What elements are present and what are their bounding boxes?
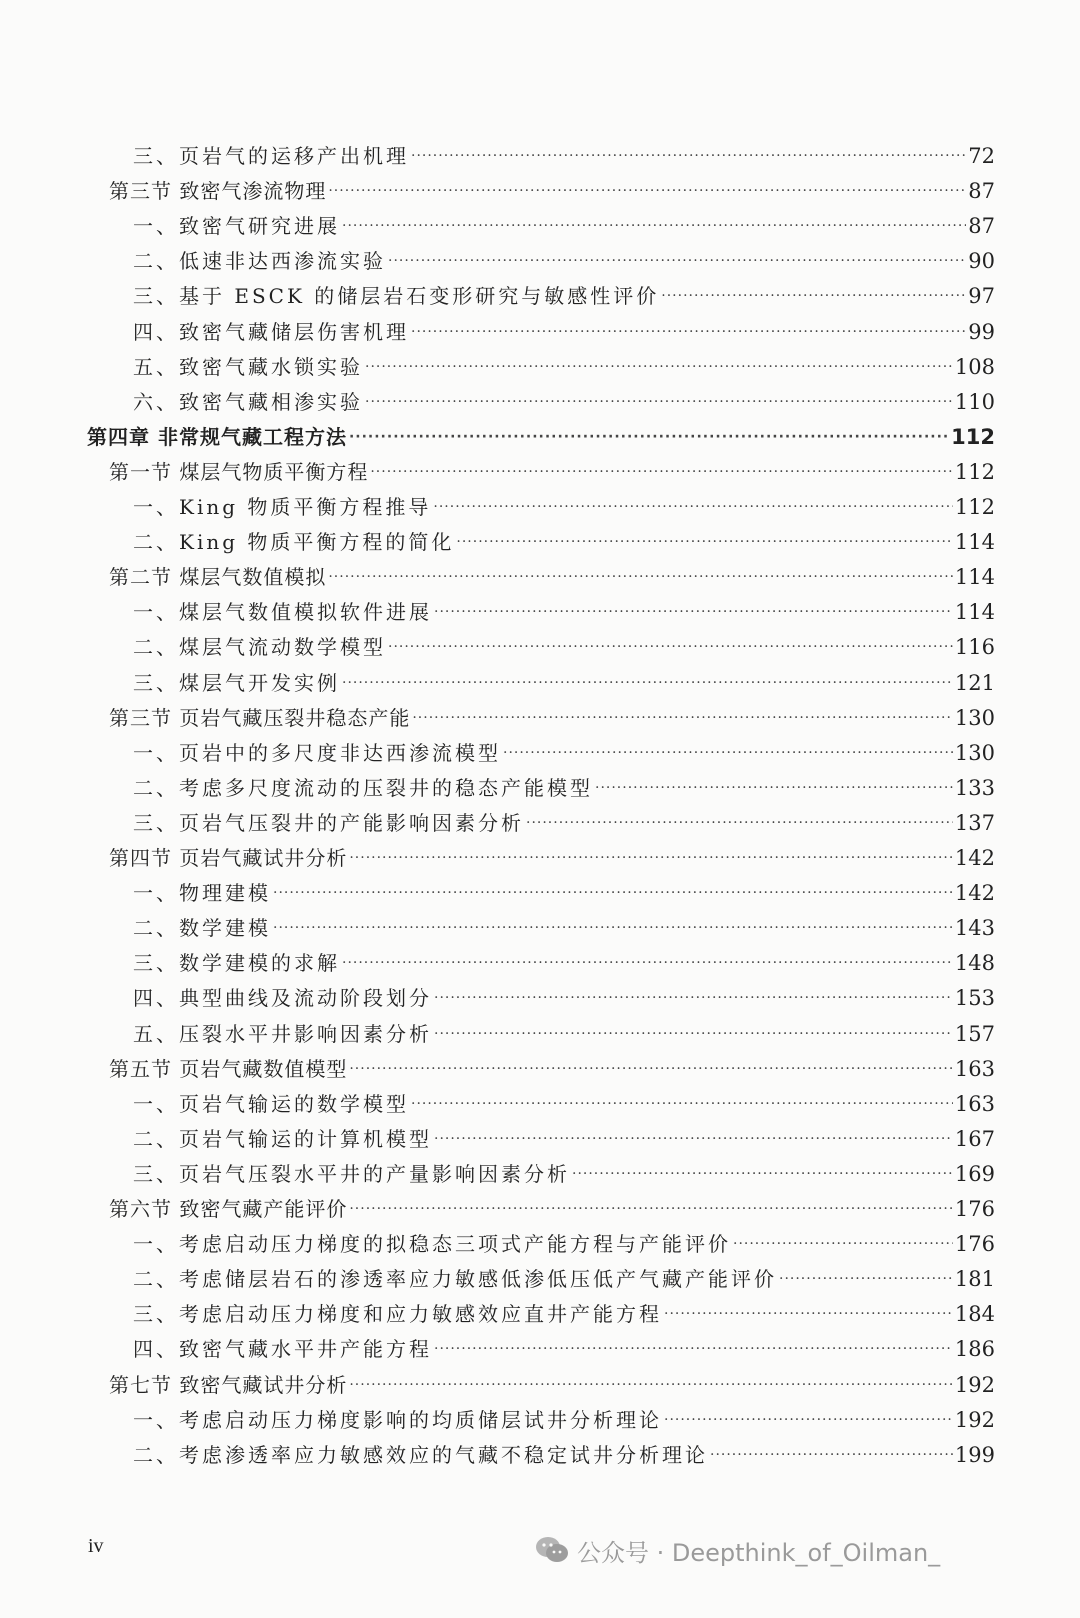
toc-entry bbox=[0, 559, 1080, 595]
toc-entry bbox=[0, 875, 1080, 911]
toc-entry-page: 199 bbox=[954, 1442, 995, 1467]
toc-entry bbox=[0, 243, 1080, 279]
toc-leader-dots bbox=[664, 1402, 953, 1438]
toc-entry-title: 二、低速非达西渗流实验 bbox=[133, 249, 386, 274]
toc-entry bbox=[0, 1437, 1080, 1473]
toc-entry bbox=[0, 349, 1080, 385]
toc-leader-dots bbox=[779, 1261, 953, 1297]
toc-entry-title: 三、煤层气开发实例 bbox=[133, 670, 340, 695]
toc-entry bbox=[0, 1367, 1080, 1403]
toc-leader-dots bbox=[365, 384, 953, 420]
toc-entry-page: 133 bbox=[954, 775, 995, 800]
toc-leader-dots bbox=[572, 1156, 953, 1192]
toc-leader-dots bbox=[388, 243, 966, 279]
toc-entry-title: 四、致密气藏储层伤害机理 bbox=[133, 319, 409, 344]
toc-entry bbox=[0, 1226, 1080, 1262]
toc-leader-dots bbox=[411, 1086, 953, 1122]
toc-leader-dots bbox=[370, 454, 953, 490]
toc-leader-dots bbox=[526, 805, 953, 841]
toc-entry-title: 第四节 页岩气藏试井分析 bbox=[109, 846, 348, 870]
toc-entry bbox=[0, 278, 1080, 314]
watermark bbox=[535, 1530, 940, 1570]
toc-leader-dots bbox=[434, 980, 953, 1016]
toc-leader-dots bbox=[365, 349, 953, 385]
toc-entry-page: 108 bbox=[954, 354, 995, 379]
toc-entry-page: 121 bbox=[954, 670, 995, 695]
toc-leader-dots bbox=[433, 489, 953, 525]
toc-entry-title: 第四章 非常规气藏工程方法 bbox=[87, 424, 347, 449]
toc-entry-page: 114 bbox=[954, 530, 995, 555]
toc-leader-dots bbox=[434, 1121, 953, 1157]
toc-entry-title: 第三节 页岩气藏压裂井稳态产能 bbox=[109, 705, 411, 730]
toc-entry bbox=[0, 1331, 1080, 1367]
toc-entry-page: 186 bbox=[954, 1337, 995, 1362]
toc-leader-dots bbox=[342, 208, 966, 244]
toc-leader-dots bbox=[342, 945, 953, 981]
toc-entry bbox=[0, 173, 1080, 209]
toc-entry-title: 一、考虑启动压力梯度影响的均质储层试井分析理论 bbox=[133, 1407, 662, 1432]
toc-entry-title: 二、考虑渗透率应力敏感效应的气藏不稳定试井分析理论 bbox=[133, 1442, 708, 1467]
toc-entry bbox=[0, 840, 1080, 876]
toc-entry bbox=[0, 489, 1080, 525]
toc-entry-title: 三、页岩气的运移产出机理 bbox=[133, 144, 409, 168]
toc-leader-dots bbox=[388, 629, 953, 665]
toc-entry bbox=[0, 594, 1080, 630]
toc-entry-title: 一、页岩气输运的数学模型 bbox=[133, 1091, 409, 1116]
toc-entry-title: 三、页岩气压裂井的产能影响因素分析 bbox=[133, 810, 524, 835]
toc-entry bbox=[0, 1261, 1080, 1297]
toc-entry-page: 130 bbox=[954, 740, 995, 765]
toc-entry-page: 90 bbox=[968, 249, 995, 274]
toc-entry-page: 143 bbox=[954, 916, 995, 941]
toc-entry-page: 148 bbox=[954, 951, 995, 976]
toc-entry bbox=[0, 1051, 1080, 1087]
toc-entry-title: 一、物理建模 bbox=[133, 881, 271, 906]
toc-entry-page: 181 bbox=[954, 1267, 995, 1292]
toc-entry-title: 第一节 煤层气物质平衡方程 bbox=[109, 459, 369, 484]
toc-entry bbox=[0, 665, 1080, 701]
page-number-roman: iv bbox=[88, 1535, 104, 1557]
toc-entry-title: 二、页岩气输运的计算机模型 bbox=[133, 1126, 432, 1151]
toc-entry bbox=[0, 314, 1080, 350]
toc-entry bbox=[0, 980, 1080, 1016]
toc-entry-title: 第三节 致密气渗流物理 bbox=[109, 179, 327, 204]
toc-entry-title: 三、基于 ESCK 的储层岩石变形研究与敏感性评价 bbox=[133, 284, 660, 309]
toc-entry-page: 137 bbox=[954, 810, 995, 835]
toc-entry bbox=[0, 419, 1080, 455]
toc-entry-title: 一、页岩中的多尺度非达西渗流模型 bbox=[133, 740, 501, 765]
toc-leader-dots bbox=[273, 875, 953, 911]
toc-leader-dots bbox=[411, 138, 966, 174]
toc-leader-dots bbox=[434, 1331, 953, 1367]
toc-leader-dots bbox=[411, 314, 966, 350]
toc-entry-page: 114 bbox=[954, 600, 995, 625]
toc-leader-dots bbox=[733, 1226, 953, 1262]
toc-entry-page: 110 bbox=[954, 389, 995, 414]
toc-entry-title: 二、考虑储层岩石的渗透率应力敏感低渗低压低产气藏产能评价 bbox=[133, 1267, 777, 1292]
toc-entry bbox=[0, 629, 1080, 665]
toc-entry bbox=[0, 1296, 1080, 1332]
toc-entry bbox=[0, 770, 1080, 806]
toc-leader-dots bbox=[349, 1051, 953, 1087]
toc-entry-page: 87 bbox=[968, 214, 995, 239]
toc-leader-dots bbox=[664, 1296, 953, 1332]
toc-entry bbox=[0, 1191, 1080, 1227]
toc-leader-dots bbox=[349, 1367, 953, 1403]
toc-entry bbox=[0, 1016, 1080, 1052]
toc-entry-page: 163 bbox=[954, 1091, 995, 1116]
toc-entry-page: 142 bbox=[954, 846, 995, 870]
toc-entry-page: 163 bbox=[954, 1056, 995, 1081]
toc-entry-title: 第七节 致密气藏试井分析 bbox=[109, 1372, 348, 1397]
toc-entry-page: 176 bbox=[954, 1197, 995, 1221]
toc-entry-title: 二、King 物质平衡方程的简化 bbox=[133, 530, 455, 555]
toc-entry-page: 167 bbox=[954, 1126, 995, 1151]
toc-entry-title: 六、致密气藏相渗实验 bbox=[133, 389, 363, 414]
toc-entry-title: 五、压裂水平井影响因素分析 bbox=[133, 1021, 432, 1046]
toc-entry-title: 二、考虑多尺度流动的压裂井的稳态产能模型 bbox=[133, 775, 593, 800]
toc-leader-dots bbox=[503, 735, 953, 771]
toc-entry-page: 114 bbox=[954, 565, 995, 590]
toc-entry-page: 192 bbox=[954, 1407, 995, 1432]
toc-entry-title: 三、数学建模的求解 bbox=[133, 951, 340, 976]
toc-entry bbox=[0, 735, 1080, 771]
toc-leader-dots bbox=[342, 665, 953, 701]
toc-entry bbox=[0, 384, 1080, 420]
watermark-text: 公众号 · Deepthink_of_Oilman_ bbox=[577, 1538, 941, 1567]
toc-leader-dots bbox=[328, 559, 953, 595]
toc-entry-title: 二、数学建模 bbox=[133, 916, 271, 941]
toc-entry-title: 第五节 页岩气藏数值模型 bbox=[109, 1056, 348, 1081]
toc-entry bbox=[0, 1156, 1080, 1192]
wechat-icon bbox=[535, 1535, 569, 1565]
toc-leader-dots bbox=[412, 700, 953, 736]
toc-entry-page: 130 bbox=[954, 705, 995, 730]
toc-entry bbox=[0, 1086, 1080, 1122]
toc-entry-page: 99 bbox=[968, 319, 995, 344]
toc-entry-page: 97 bbox=[968, 284, 995, 309]
toc-leader-dots bbox=[328, 173, 966, 209]
toc-leader-dots bbox=[273, 910, 953, 946]
toc-entry-page: 112 bbox=[954, 459, 995, 484]
toc-entry-title: 一、煤层气数值模拟软件进展 bbox=[133, 600, 432, 625]
toc-leader-dots bbox=[434, 1016, 953, 1052]
toc-leader-dots bbox=[349, 840, 953, 876]
toc-entry bbox=[0, 910, 1080, 946]
toc-leader-dots bbox=[456, 524, 953, 560]
toc-entry-title: 三、考虑启动压力梯度和应力敏感效应直井产能方程 bbox=[133, 1302, 662, 1327]
toc-leader-dots bbox=[595, 770, 953, 806]
toc-entry-page: 192 bbox=[954, 1372, 995, 1397]
toc-entry bbox=[0, 138, 1080, 174]
toc-entry bbox=[0, 945, 1080, 981]
toc-entry-title: 一、致密气研究进展 bbox=[133, 214, 340, 239]
toc-entry bbox=[0, 208, 1080, 244]
toc-leader-dots bbox=[710, 1437, 953, 1473]
toc-entry-title: 四、典型曲线及流动阶段划分 bbox=[133, 986, 432, 1011]
toc-entry-title: 二、煤层气流动数学模型 bbox=[133, 635, 386, 660]
toc-entry-page: 112 bbox=[951, 424, 995, 449]
toc-entry-title: 五、致密气藏水锁实验 bbox=[133, 354, 363, 379]
toc-entry bbox=[0, 454, 1080, 490]
toc-entry-page: 176 bbox=[954, 1232, 995, 1257]
toc-entry-page: 87 bbox=[968, 179, 995, 204]
toc-entry-page: 142 bbox=[954, 881, 995, 906]
toc-entry bbox=[0, 1121, 1080, 1157]
toc-entry-title: 四、致密气藏水平井产能方程 bbox=[133, 1337, 432, 1362]
toc-leader-dots bbox=[434, 594, 953, 630]
toc-entry-title: 一、King 物质平衡方程推导 bbox=[133, 495, 432, 519]
toc-entry-page: 116 bbox=[954, 635, 995, 660]
toc-leader-dots bbox=[661, 278, 966, 314]
toc-entry-title: 第六节 致密气藏产能评价 bbox=[109, 1197, 348, 1221]
toc-entry-page: 153 bbox=[954, 986, 995, 1011]
toc-entry bbox=[0, 700, 1080, 736]
toc-entry bbox=[0, 1402, 1080, 1438]
toc-entry-title: 三、页岩气压裂水平井的产量影响因素分析 bbox=[133, 1161, 570, 1186]
toc-entry-page: 184 bbox=[954, 1302, 995, 1327]
toc-entry-page: 72 bbox=[968, 144, 995, 168]
toc-leader-dots bbox=[349, 419, 949, 455]
toc-entry-page: 112 bbox=[954, 495, 995, 519]
toc-entry-title: 一、考虑启动压力梯度的拟稳态三项式产能方程与产能评价 bbox=[133, 1232, 731, 1257]
toc-entry-page: 157 bbox=[954, 1021, 995, 1046]
toc-leader-dots bbox=[349, 1191, 953, 1227]
toc-entry bbox=[0, 524, 1080, 560]
toc-entry-title: 第二节 煤层气数值模拟 bbox=[109, 565, 327, 590]
toc-entry-page: 169 bbox=[954, 1161, 995, 1186]
toc-entry bbox=[0, 805, 1080, 841]
